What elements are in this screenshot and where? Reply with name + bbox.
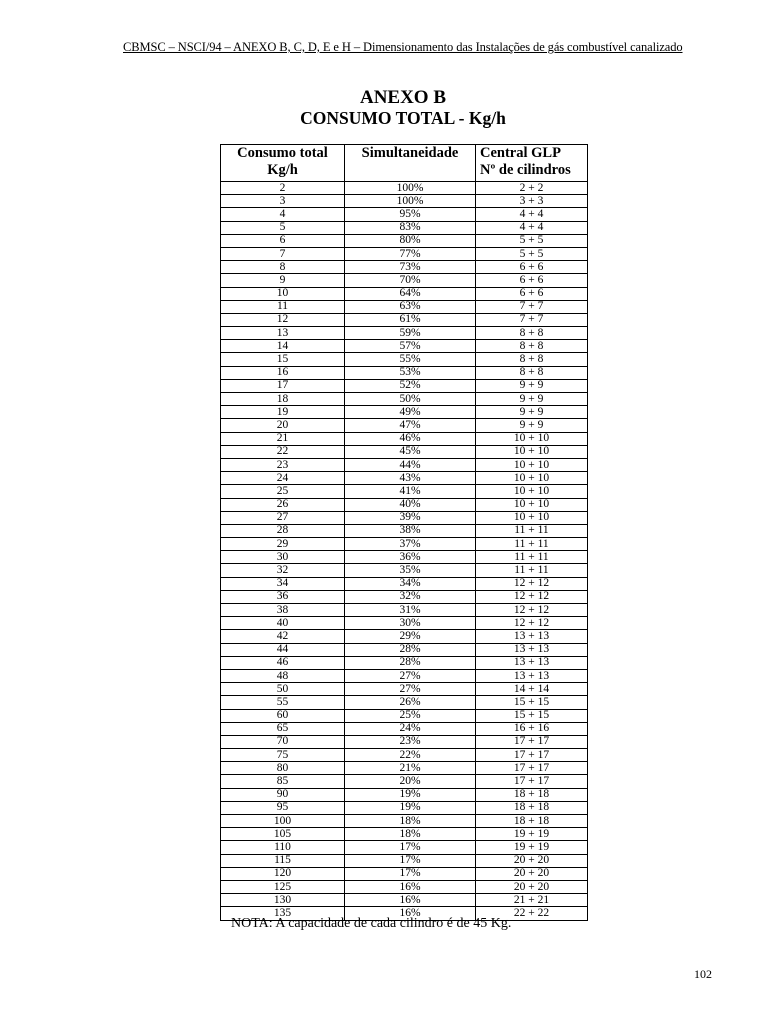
cell-consumo: 50 [221, 683, 345, 696]
cell-cilindros: 7 + 7 [476, 313, 588, 326]
cell-cilindros: 17 + 17 [476, 735, 588, 748]
cell-cilindros: 6 + 6 [476, 274, 588, 287]
cell-consumo: 7 [221, 247, 345, 260]
cell-simultaneidade: 45% [345, 445, 476, 458]
cell-cilindros: 10 + 10 [476, 485, 588, 498]
cell-cilindros: 3 + 3 [476, 195, 588, 208]
table-row [221, 669, 588, 682]
table-row [221, 353, 588, 366]
cell-cilindros: 11 + 11 [476, 538, 588, 551]
cell-consumo: 125 [221, 880, 345, 893]
table-row [221, 696, 588, 709]
cell-consumo: 30 [221, 551, 345, 564]
cell-cilindros: 15 + 15 [476, 709, 588, 722]
cell-cilindros: 10 + 10 [476, 432, 588, 445]
cell-simultaneidade: 19% [345, 801, 476, 814]
table-row [221, 247, 588, 260]
cell-cilindros: 19 + 19 [476, 828, 588, 841]
cell-simultaneidade: 22% [345, 749, 476, 762]
table-row [221, 287, 588, 300]
table-row [221, 313, 588, 326]
annex-title: ANEXO B [359, 87, 447, 108]
cell-simultaneidade: 26% [345, 696, 476, 709]
cell-cilindros: 2 + 2 [476, 182, 588, 195]
cell-simultaneidade: 23% [345, 735, 476, 748]
cell-simultaneidade: 77% [345, 247, 476, 260]
cell-simultaneidade: 34% [345, 577, 476, 590]
cell-cilindros: 10 + 10 [476, 445, 588, 458]
cell-cilindros: 9 + 9 [476, 379, 588, 392]
cell-cilindros: 11 + 11 [476, 564, 588, 577]
cell-simultaneidade: 18% [345, 815, 476, 828]
table-row [221, 472, 588, 485]
table-row [221, 195, 588, 208]
cell-consumo: 3 [221, 195, 345, 208]
table-row [221, 538, 588, 551]
cell-consumo: 135 [221, 907, 345, 920]
page-number: 102 [694, 967, 712, 981]
cell-cilindros: 6 + 6 [476, 261, 588, 274]
cell-simultaneidade: 57% [345, 340, 476, 353]
table-row [221, 458, 588, 471]
table-row [221, 340, 588, 353]
cell-cilindros: 5 + 5 [476, 234, 588, 247]
cell-consumo: 21 [221, 432, 345, 445]
cell-simultaneidade: 21% [345, 762, 476, 775]
cell-cilindros: 10 + 10 [476, 511, 588, 524]
cell-simultaneidade: 32% [345, 590, 476, 603]
cell-cilindros: 11 + 11 [476, 551, 588, 564]
cell-consumo: 120 [221, 867, 345, 880]
table-row [221, 775, 588, 788]
cell-consumo: 23 [221, 458, 345, 471]
table-row [221, 208, 588, 221]
table-title: CONSUMO TOTAL - Kg/h [300, 108, 506, 128]
cell-simultaneidade: 39% [345, 511, 476, 524]
cell-cilindros: 17 + 17 [476, 749, 588, 762]
header-line: Consumo total [237, 145, 328, 161]
cell-cilindros: 12 + 12 [476, 604, 588, 617]
cell-cilindros: 22 + 22 [476, 907, 588, 920]
cell-cilindros: 8 + 8 [476, 327, 588, 340]
cell-cilindros: 7 + 7 [476, 300, 588, 313]
cell-consumo: 8 [221, 261, 345, 274]
cell-consumo: 46 [221, 656, 345, 669]
cell-consumo: 80 [221, 762, 345, 775]
cell-consumo: 44 [221, 643, 345, 656]
table-row [221, 445, 588, 458]
cell-cilindros: 9 + 9 [476, 419, 588, 432]
cell-consumo: 24 [221, 472, 345, 485]
cell-simultaneidade: 64% [345, 287, 476, 300]
cell-simultaneidade: 31% [345, 604, 476, 617]
cell-consumo: 20 [221, 419, 345, 432]
cell-simultaneidade: 27% [345, 683, 476, 696]
cell-simultaneidade: 61% [345, 313, 476, 326]
table-row [221, 234, 588, 247]
cell-consumo: 100 [221, 815, 345, 828]
table-row [221, 274, 588, 287]
cell-consumo: 42 [221, 630, 345, 643]
cell-simultaneidade: 29% [345, 630, 476, 643]
cell-consumo: 6 [221, 234, 345, 247]
cell-simultaneidade: 47% [345, 419, 476, 432]
cell-cilindros: 6 + 6 [476, 287, 588, 300]
cell-consumo: 10 [221, 287, 345, 300]
cell-simultaneidade: 44% [345, 458, 476, 471]
table-row [221, 406, 588, 419]
cell-simultaneidade: 41% [345, 485, 476, 498]
table-row [221, 498, 588, 511]
cell-consumo: 48 [221, 669, 345, 682]
cell-cilindros: 20 + 20 [476, 880, 588, 893]
table-row [221, 894, 588, 907]
cell-consumo: 26 [221, 498, 345, 511]
cell-cilindros: 17 + 17 [476, 762, 588, 775]
cell-simultaneidade: 25% [345, 709, 476, 722]
cell-cilindros: 9 + 9 [476, 393, 588, 406]
table-row [221, 300, 588, 313]
cell-simultaneidade: 19% [345, 788, 476, 801]
cell-simultaneidade: 28% [345, 656, 476, 669]
cell-simultaneidade: 36% [345, 551, 476, 564]
table-row [221, 722, 588, 735]
table-row [221, 656, 588, 669]
cell-simultaneidade: 16% [345, 894, 476, 907]
cell-cilindros: 8 + 8 [476, 340, 588, 353]
cell-consumo: 2 [221, 182, 345, 195]
table-row [221, 379, 588, 392]
cell-simultaneidade: 20% [345, 775, 476, 788]
cell-consumo: 105 [221, 828, 345, 841]
cell-cilindros: 18 + 18 [476, 801, 588, 814]
cell-cilindros: 11 + 11 [476, 524, 588, 537]
cell-simultaneidade: 27% [345, 669, 476, 682]
cell-cilindros: 10 + 10 [476, 472, 588, 485]
table-header-row [221, 145, 588, 182]
cell-consumo: 22 [221, 445, 345, 458]
cell-simultaneidade: 35% [345, 564, 476, 577]
cell-simultaneidade: 28% [345, 643, 476, 656]
table-row [221, 643, 588, 656]
cell-simultaneidade: 16% [345, 880, 476, 893]
cell-simultaneidade: 80% [345, 234, 476, 247]
cell-simultaneidade: 46% [345, 432, 476, 445]
cell-simultaneidade: 53% [345, 366, 476, 379]
cell-consumo: 14 [221, 340, 345, 353]
header-simultaneidade [345, 145, 476, 182]
table-row [221, 735, 588, 748]
cell-consumo: 36 [221, 590, 345, 603]
cell-cilindros: 13 + 13 [476, 669, 588, 682]
cell-consumo: 4 [221, 208, 345, 221]
cell-simultaneidade: 59% [345, 327, 476, 340]
cell-simultaneidade: 73% [345, 261, 476, 274]
table-row [221, 604, 588, 617]
cell-consumo: 12 [221, 313, 345, 326]
cell-simultaneidade: 17% [345, 867, 476, 880]
cell-cilindros: 13 + 13 [476, 630, 588, 643]
cell-consumo: 15 [221, 353, 345, 366]
cell-cilindros: 12 + 12 [476, 617, 588, 630]
cell-simultaneidade: 24% [345, 722, 476, 735]
table-row [221, 749, 588, 762]
cell-simultaneidade: 40% [345, 498, 476, 511]
cell-cilindros: 18 + 18 [476, 815, 588, 828]
header-central-glp [476, 145, 588, 182]
cell-cilindros: 5 + 5 [476, 247, 588, 260]
table-row [221, 551, 588, 564]
table-row [221, 393, 588, 406]
cell-simultaneidade: 16% [345, 907, 476, 920]
cell-consumo: 32 [221, 564, 345, 577]
cell-simultaneidade: 100% [345, 182, 476, 195]
cell-cilindros: 8 + 8 [476, 366, 588, 379]
cell-cilindros: 9 + 9 [476, 406, 588, 419]
table-row [221, 815, 588, 828]
cell-consumo: 60 [221, 709, 345, 722]
cell-cilindros: 12 + 12 [476, 590, 588, 603]
table-row [221, 762, 588, 775]
cell-cilindros: 13 + 13 [476, 643, 588, 656]
table-row [221, 788, 588, 801]
table-row [221, 327, 588, 340]
cell-cilindros: 8 + 8 [476, 353, 588, 366]
table-row [221, 511, 588, 524]
cell-cilindros: 12 + 12 [476, 577, 588, 590]
table-row [221, 221, 588, 234]
cell-cilindros: 10 + 10 [476, 458, 588, 471]
cell-simultaneidade: 37% [345, 538, 476, 551]
cell-consumo: 70 [221, 735, 345, 748]
cell-cilindros: 20 + 20 [476, 867, 588, 880]
cell-consumo: 110 [221, 841, 345, 854]
cell-cilindros: 4 + 4 [476, 208, 588, 221]
cell-simultaneidade: 38% [345, 524, 476, 537]
cell-consumo: 65 [221, 722, 345, 735]
header-consumo-total [221, 145, 345, 182]
cell-simultaneidade: 30% [345, 617, 476, 630]
cell-simultaneidade: 83% [345, 221, 476, 234]
cell-cilindros: 13 + 13 [476, 656, 588, 669]
table-row [221, 854, 588, 867]
cell-consumo: 29 [221, 538, 345, 551]
table-row [221, 880, 588, 893]
table-row [221, 564, 588, 577]
cell-cilindros: 16 + 16 [476, 722, 588, 735]
cell-consumo: 16 [221, 366, 345, 379]
header-line: Central GLP [480, 145, 561, 161]
header-line: Simultaneidade [361, 145, 459, 161]
cell-consumo: 17 [221, 379, 345, 392]
cell-simultaneidade: 55% [345, 353, 476, 366]
table-row [221, 867, 588, 880]
consumption-table [220, 144, 588, 921]
cell-cilindros: 18 + 18 [476, 788, 588, 801]
cell-consumo: 28 [221, 524, 345, 537]
header-line: Kg/h [267, 162, 298, 178]
cell-simultaneidade: 49% [345, 406, 476, 419]
table-row [221, 485, 588, 498]
table-row [221, 683, 588, 696]
table-note: NOTA: A capacidade de cada cilindro é de 45 Kg. [231, 916, 512, 931]
cell-simultaneidade: 17% [345, 841, 476, 854]
cell-consumo: 25 [221, 485, 345, 498]
cell-consumo: 13 [221, 327, 345, 340]
cell-consumo: 9 [221, 274, 345, 287]
table-row [221, 841, 588, 854]
cell-consumo: 115 [221, 854, 345, 867]
cell-consumo: 34 [221, 577, 345, 590]
table-row [221, 828, 588, 841]
cell-consumo: 11 [221, 300, 345, 313]
cell-consumo: 27 [221, 511, 345, 524]
table-row [221, 419, 588, 432]
cell-consumo: 19 [221, 406, 345, 419]
cell-consumo: 38 [221, 604, 345, 617]
cell-cilindros: 4 + 4 [476, 221, 588, 234]
table-row [221, 432, 588, 445]
cell-simultaneidade: 43% [345, 472, 476, 485]
table-row [221, 366, 588, 379]
table-row [221, 617, 588, 630]
cell-cilindros: 21 + 21 [476, 894, 588, 907]
running-header: CBMSC – NSCI/94 – ANEXO B, C, D, E e H – Dimensionamento das Instalações de gás combustível canalizado [123, 40, 683, 54]
header-line: Nº de cilindros [480, 162, 571, 178]
table-row [221, 630, 588, 643]
cell-cilindros: 17 + 17 [476, 775, 588, 788]
table-row [221, 524, 588, 537]
cell-simultaneidade: 70% [345, 274, 476, 287]
cell-cilindros: 14 + 14 [476, 683, 588, 696]
table-row [221, 709, 588, 722]
cell-consumo: 75 [221, 749, 345, 762]
cell-simultaneidade: 18% [345, 828, 476, 841]
table-body [221, 182, 588, 921]
cell-cilindros: 15 + 15 [476, 696, 588, 709]
cell-consumo: 18 [221, 393, 345, 406]
cell-simultaneidade: 50% [345, 393, 476, 406]
table-row [221, 801, 588, 814]
cell-consumo: 90 [221, 788, 345, 801]
table-row [221, 577, 588, 590]
cell-simultaneidade: 100% [345, 195, 476, 208]
cell-cilindros: 19 + 19 [476, 841, 588, 854]
cell-consumo: 95 [221, 801, 345, 814]
table-row [221, 261, 588, 274]
cell-simultaneidade: 95% [345, 208, 476, 221]
cell-simultaneidade: 17% [345, 854, 476, 867]
table-row [221, 590, 588, 603]
table-row [221, 182, 588, 195]
cell-cilindros: 10 + 10 [476, 498, 588, 511]
cell-consumo: 130 [221, 894, 345, 907]
cell-consumo: 40 [221, 617, 345, 630]
cell-simultaneidade: 63% [345, 300, 476, 313]
cell-simultaneidade: 52% [345, 379, 476, 392]
cell-consumo: 85 [221, 775, 345, 788]
cell-consumo: 5 [221, 221, 345, 234]
cell-cilindros: 20 + 20 [476, 854, 588, 867]
cell-consumo: 55 [221, 696, 345, 709]
